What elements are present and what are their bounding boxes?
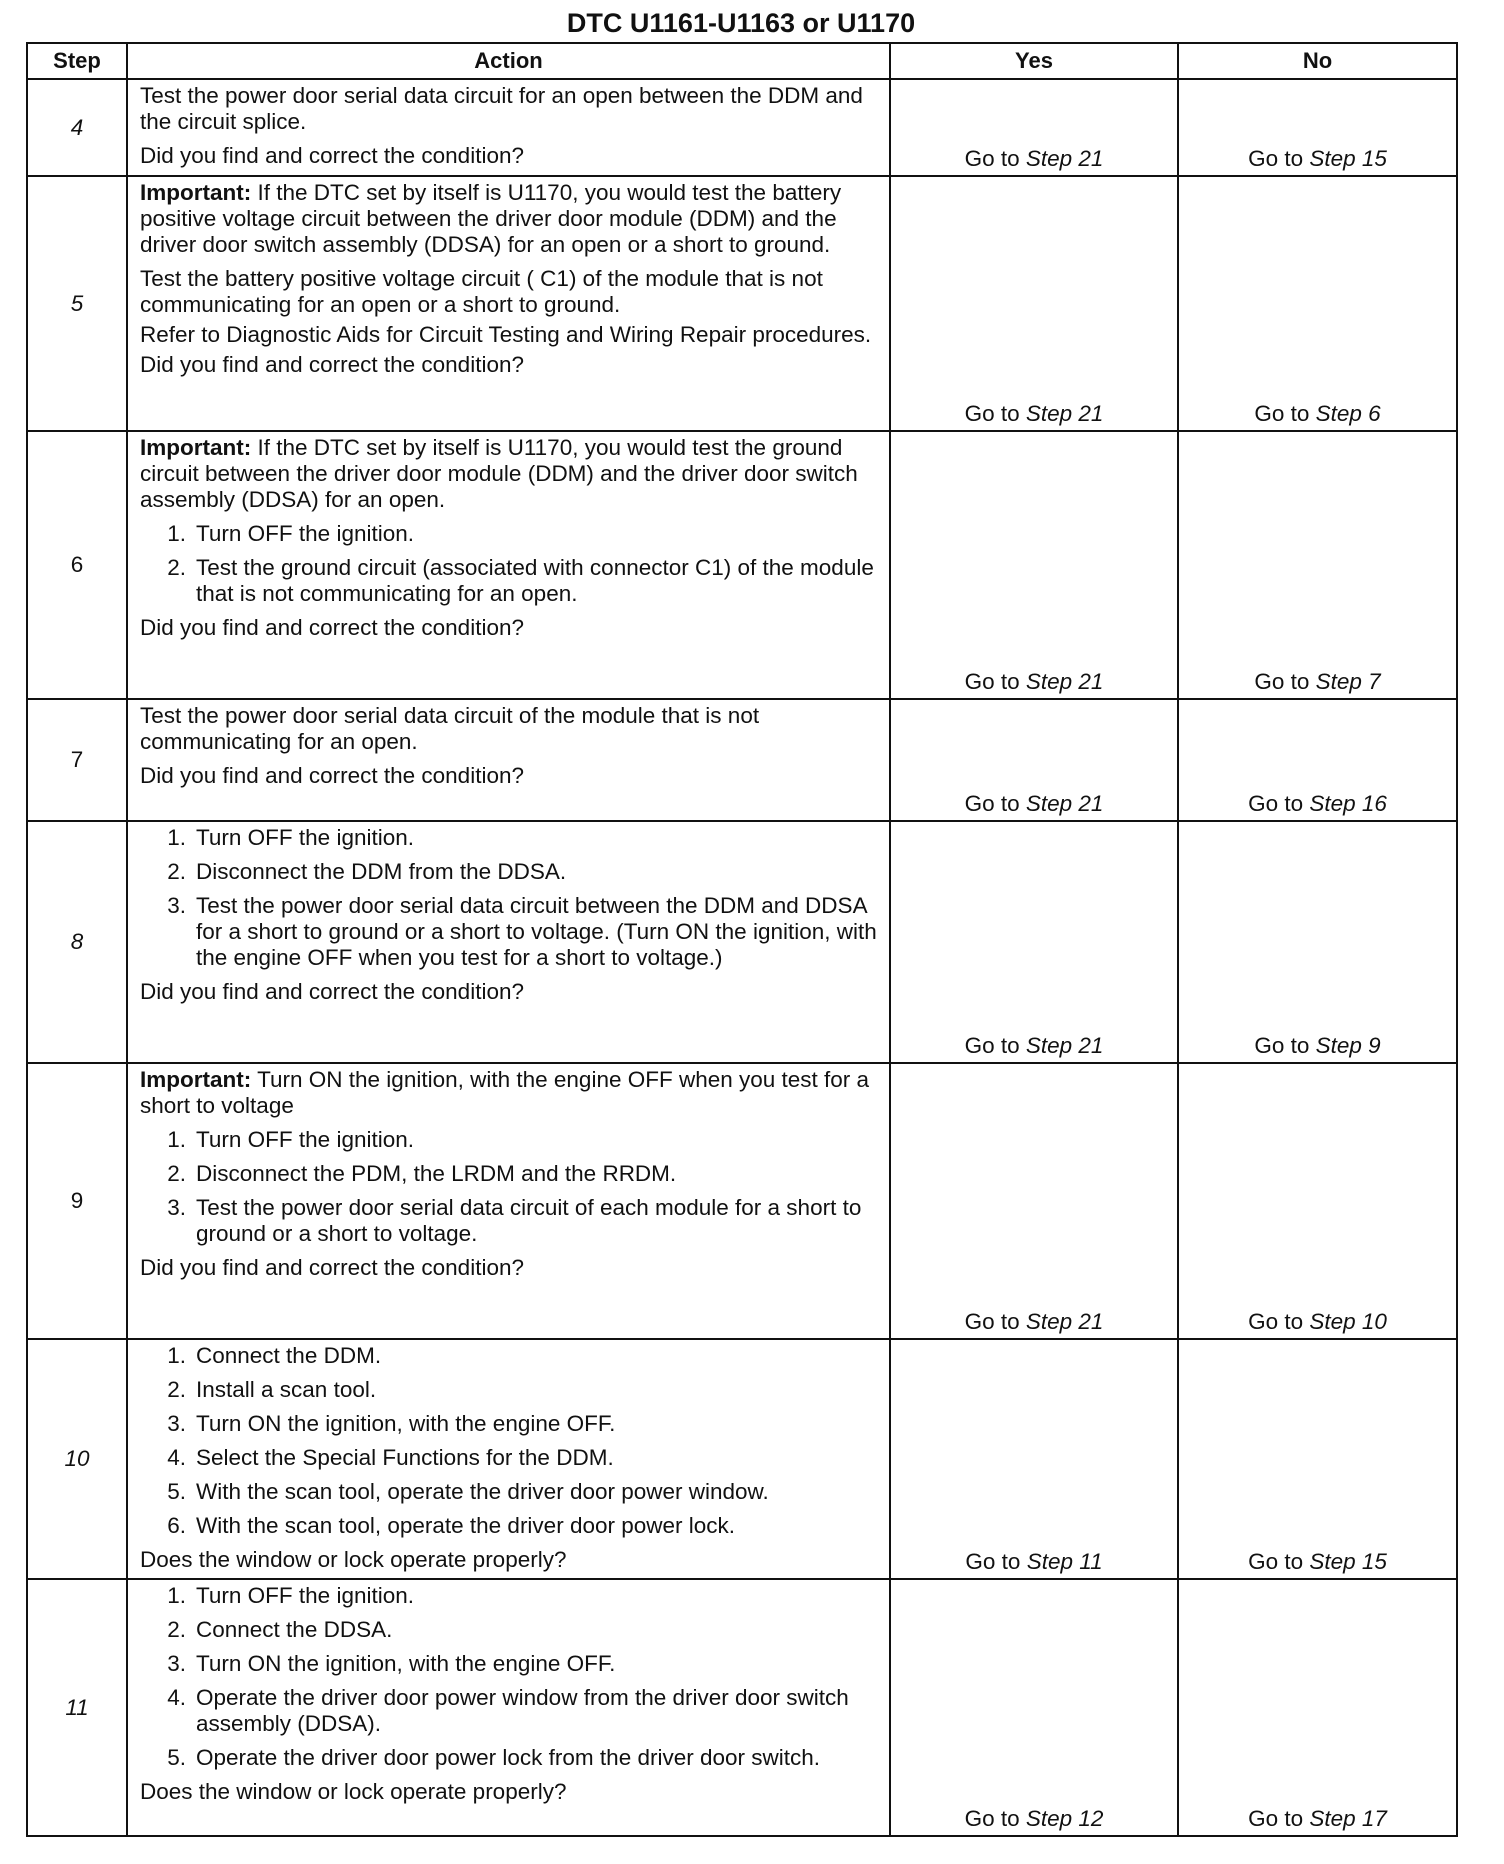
no-cell — [1178, 79, 1457, 176]
yes-cell — [890, 699, 1178, 821]
yes-step-link[interactable]: Step 21 — [1025, 669, 1104, 694]
yes-step-link[interactable]: Step 21 — [1025, 146, 1104, 171]
procedure-list — [140, 1127, 879, 1255]
go-to-label: Go to — [1254, 401, 1310, 426]
list-item: 1. Turn OFF the ignition. — [167, 1127, 415, 1152]
important-text: Turn ON the ignition, with the engine OFF when you test for a short to voltage — [140, 1067, 870, 1118]
table-title: DTC U1161-U1163 or U1170 — [566, 8, 916, 38]
yes-step-link[interactable]: Step 12 — [1025, 1806, 1104, 1831]
table-row — [27, 431, 1457, 699]
yes-cell — [890, 1579, 1178, 1836]
no-step-link[interactable]: Step 6 — [1315, 401, 1381, 426]
go-to-label: Go to — [964, 146, 1020, 171]
no-cell — [1178, 1339, 1457, 1579]
important-label: Important: — [140, 435, 252, 460]
no-cell — [1178, 821, 1457, 1063]
action-text: Test the power door serial data circuit for an open between the DDM and the circuit splice. — [140, 83, 863, 134]
header-step: Step — [27, 43, 127, 79]
no-cell — [1178, 1579, 1457, 1836]
important-label: Important: — [140, 180, 252, 205]
action-question: Does the window or lock operate properly? — [140, 1779, 567, 1804]
yes-cell — [890, 79, 1178, 176]
table-row — [27, 79, 1457, 176]
procedure-list — [140, 1343, 879, 1547]
header-yes: Yes — [890, 43, 1178, 79]
go-to-label: Go to — [1248, 1309, 1304, 1334]
list-item: 2. Connect the DDSA. — [167, 1617, 393, 1642]
table-row — [27, 1339, 1457, 1579]
list-item: 3. Turn ON the ignition, with the engine OFF. — [167, 1411, 616, 1436]
action-text: Test the battery positive voltage circuit ( C1) of the module that is not communicating for an open or a short to ground. — [140, 266, 823, 317]
go-to-label: Go to — [1254, 1033, 1310, 1058]
table-row — [27, 821, 1457, 1063]
procedure-list — [140, 521, 879, 615]
action-question: Did you find and correct the condition? — [140, 143, 524, 168]
list-item: 2. Disconnect the DDM from the DDSA. — [167, 859, 567, 884]
table-row — [27, 699, 1457, 821]
yes-cell — [890, 176, 1178, 431]
list-item: 1. Connect the DDM. — [167, 1343, 382, 1368]
go-to-label: Go to — [1248, 1549, 1304, 1574]
important-text: If the DTC set by itself is U1170, you would test the ground circuit between the driver door module (DDM) and the driver door switch assembly (DDSA) for an open. — [140, 435, 858, 512]
action-text: Refer to Diagnostic Aids for Circuit Testing and Wiring Repair procedures. — [140, 322, 872, 347]
yes-step-link[interactable]: Step 21 — [1025, 1309, 1104, 1334]
list-item: 6. With the scan tool, operate the driver door power lock. — [167, 1513, 736, 1538]
yes-step-link[interactable]: Step 21 — [1025, 401, 1104, 426]
procedure-list — [140, 1583, 879, 1779]
yes-step-link[interactable]: Step 21 — [1025, 1033, 1104, 1058]
action-cell — [127, 79, 890, 176]
important-note — [140, 435, 879, 513]
no-cell — [1178, 176, 1457, 431]
step-number: 7 — [27, 699, 127, 821]
no-cell — [1178, 699, 1457, 821]
list-item: 1. Turn OFF the ignition. — [167, 825, 415, 850]
header-row — [27, 43, 1457, 79]
go-to-label: Go to — [1248, 791, 1304, 816]
no-step-link[interactable]: Step 15 — [1309, 146, 1387, 171]
yes-cell — [890, 431, 1178, 699]
action-cell — [127, 176, 890, 431]
header-action: Action — [127, 43, 890, 79]
action-cell — [127, 1063, 890, 1339]
yes-cell — [890, 821, 1178, 1063]
action-question: Did you find and correct the condition? — [140, 352, 524, 377]
no-step-link[interactable]: Step 15 — [1309, 1549, 1387, 1574]
go-to-label: Go to — [964, 1309, 1020, 1334]
list-item: 5. Operate the driver door power lock from the driver door switch. — [167, 1745, 821, 1770]
action-question: Did you find and correct the condition? — [140, 979, 524, 1004]
step-number: 8 — [27, 821, 127, 1063]
step-number: 5 — [27, 176, 127, 431]
no-cell — [1178, 431, 1457, 699]
list-item: 3. Turn ON the ignition, with the engine OFF. — [167, 1651, 616, 1676]
step-number: 6 — [27, 431, 127, 699]
important-note — [140, 1067, 879, 1119]
no-step-link[interactable]: Step 7 — [1315, 669, 1381, 694]
list-item: 2. Disconnect the PDM, the LRDM and the RRDM. — [167, 1161, 677, 1186]
action-question: Does the window or lock operate properly? — [140, 1547, 567, 1572]
action-question: Did you find and correct the condition? — [140, 615, 524, 640]
action-question: Did you find and correct the condition? — [140, 1255, 524, 1280]
action-cell — [127, 699, 890, 821]
go-to-label: Go to — [964, 669, 1020, 694]
action-text: Test the power door serial data circuit of the module that is not communicating for an open. — [140, 703, 760, 754]
no-step-link[interactable]: Step 17 — [1309, 1806, 1387, 1831]
action-cell — [127, 821, 890, 1063]
list-item: 5. With the scan tool, operate the driver door power window. — [167, 1479, 769, 1504]
list-item: 1. Turn OFF the ignition. — [167, 521, 415, 546]
table-row — [27, 176, 1457, 431]
go-to-label: Go to — [964, 1806, 1020, 1831]
important-text: If the DTC set by itself is U1170, you would test the battery positive voltage circuit between the driver door module (DDM) and the driver door switch assembly (DDSA) for an open or a short to ground. — [140, 180, 842, 257]
list-item: 3. Test the power door serial data circuit of each module for a short to ground or a short to voltage. — [167, 1195, 862, 1246]
go-to-label: Go to — [964, 1033, 1020, 1058]
yes-cell — [890, 1063, 1178, 1339]
go-to-label: Go to — [1248, 146, 1304, 171]
no-cell — [1178, 1063, 1457, 1339]
action-cell — [127, 1579, 890, 1836]
list-item: 1. Turn OFF the ignition. — [167, 1583, 415, 1608]
go-to-label: Go to — [965, 1549, 1021, 1574]
procedure-list — [140, 825, 879, 979]
step-number: 9 — [27, 1063, 127, 1339]
action-question: Did you find and correct the condition? — [140, 763, 524, 788]
step-number: 4 — [27, 79, 127, 176]
yes-step-link[interactable]: Step 21 — [1025, 791, 1104, 816]
header-no: No — [1178, 43, 1457, 79]
step-number: 11 — [27, 1579, 127, 1836]
action-cell — [127, 431, 890, 699]
go-to-label: Go to — [1254, 669, 1310, 694]
go-to-label: Go to — [1248, 1806, 1304, 1831]
yes-step-link[interactable]: Step 11 — [1026, 1549, 1103, 1574]
list-item: 4. Select the Special Functions for the DDM. — [167, 1445, 614, 1470]
list-item: 2. Install a scan tool. — [167, 1377, 377, 1402]
go-to-label: Go to — [964, 401, 1020, 426]
no-step-link[interactable]: Step 16 — [1309, 791, 1387, 816]
yes-cell — [890, 1339, 1178, 1579]
table-row — [27, 1063, 1457, 1339]
no-step-link[interactable]: Step 10 — [1309, 1309, 1387, 1334]
important-label: Important: — [140, 1067, 252, 1092]
go-to-label: Go to — [964, 791, 1020, 816]
diagnostic-table — [26, 42, 1458, 1837]
action-cell — [127, 1339, 890, 1579]
list-item: 4. Operate the driver door power window from the driver door switch assembly (DDSA). — [167, 1685, 849, 1736]
no-step-link[interactable]: Step 9 — [1315, 1033, 1381, 1058]
important-note — [140, 180, 879, 258]
step-number: 10 — [27, 1339, 127, 1579]
list-item: 3. Test the power door serial data circuit between the DDM and DDSA for a short to ground or a short to voltage. (Turn ON the ignition, with the engine OFF when you test for a short to voltage.) — [167, 893, 877, 970]
list-item: 2. Test the ground circuit (associated with connector C1) of the module that is not communicating for an open. — [167, 555, 874, 606]
table-row — [27, 1579, 1457, 1836]
